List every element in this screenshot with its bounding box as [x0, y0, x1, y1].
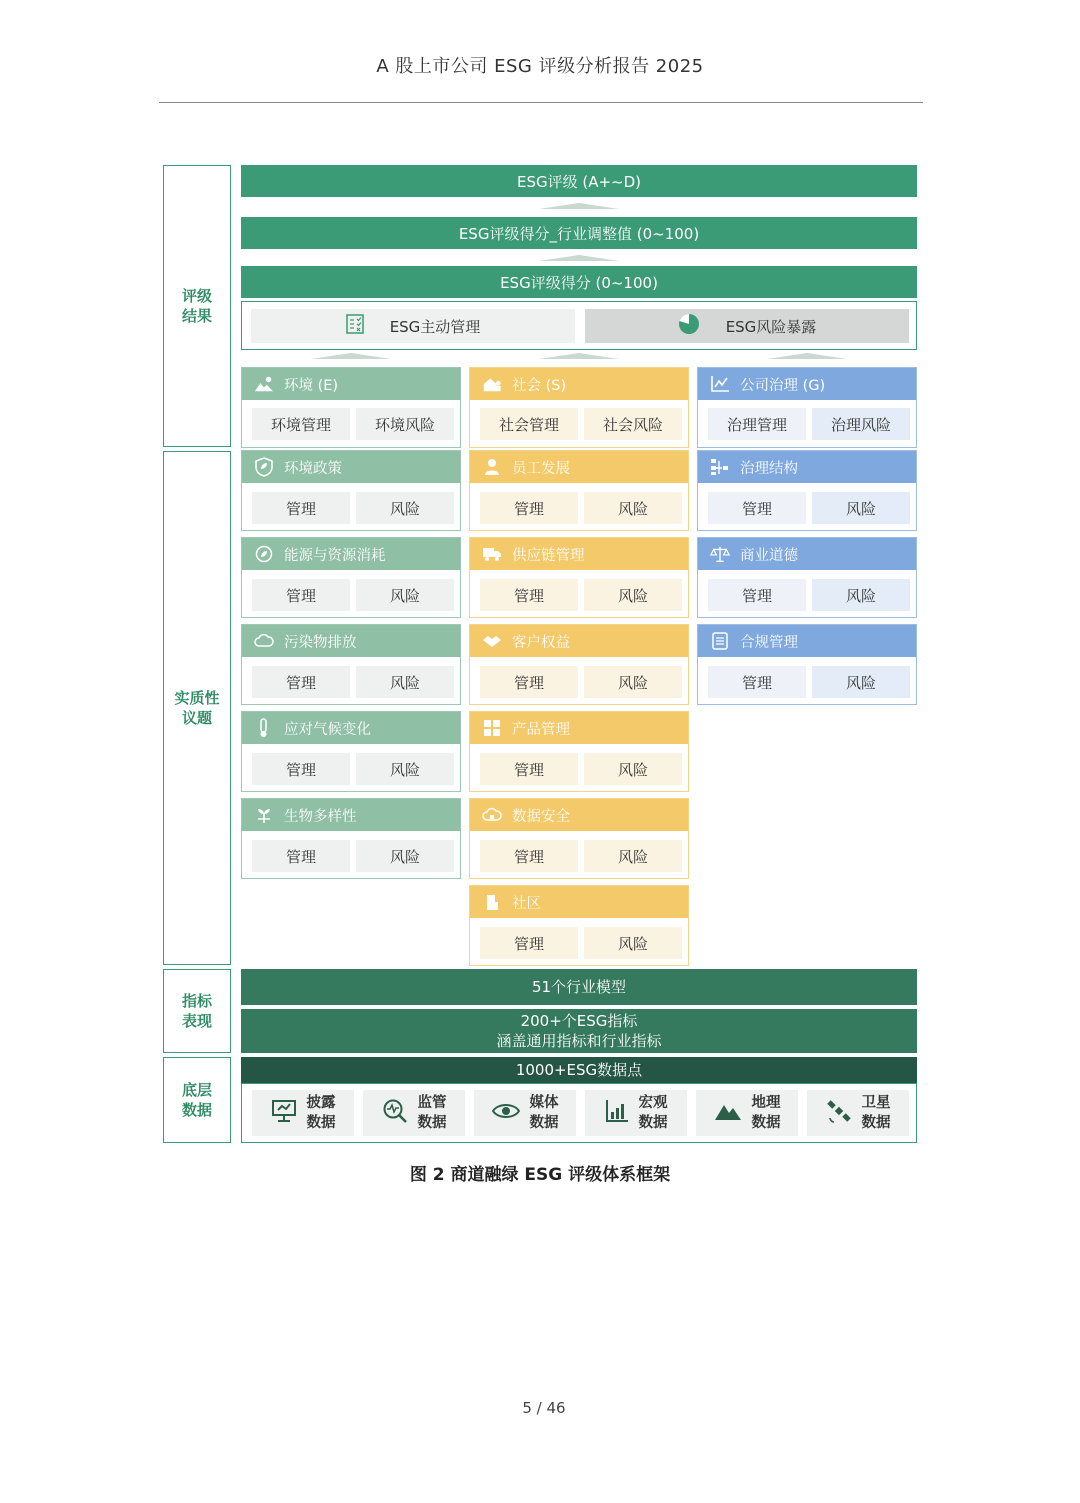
presentation-board-icon	[271, 1099, 297, 1127]
pillar-governance-label: 公司治理 (G)	[740, 377, 826, 394]
topic-title: 合规管理	[740, 634, 798, 651]
topic-title: 生物多样性	[284, 808, 357, 825]
side-label-indicator-performance: 指标 表现	[163, 969, 231, 1053]
topic-risk: 风险	[356, 492, 454, 524]
environment-management: 环境管理	[252, 408, 350, 440]
up-arrow	[767, 353, 847, 359]
topic-title: 应对气候变化	[284, 721, 371, 738]
thermometer-icon	[254, 718, 274, 738]
shield-leaf-icon	[254, 457, 274, 477]
data-source-label: 宏观 数据	[638, 1095, 668, 1131]
checklist-icon	[346, 314, 364, 338]
side-label-rating-result: 评级 结果	[163, 165, 231, 447]
data-source-geographic	[696, 1090, 798, 1136]
up-arrow	[539, 255, 619, 261]
topic-title: 治理结构	[740, 460, 798, 477]
topic-card	[697, 450, 917, 531]
topic-title: 员工发展	[512, 460, 570, 477]
org-chart-icon	[710, 457, 730, 477]
report-title: A 股上市公司 ESG 评级分析报告 2025	[376, 56, 704, 77]
community-icon	[482, 374, 502, 394]
data-source-label: 监管 数据	[417, 1095, 447, 1131]
esg-indicators-line2: 涵盖通用指标和行业指标	[496, 1032, 662, 1050]
line-chart-icon	[710, 374, 730, 394]
satellite-icon	[826, 1098, 852, 1128]
topic-management: 管理	[252, 840, 350, 872]
document-list-icon	[710, 631, 730, 651]
esg-indicators-line1: 200+个ESG指标	[520, 1012, 638, 1030]
topic-risk: 风险	[812, 666, 910, 698]
social-risk: 社会风险	[584, 408, 682, 440]
data-source-label: 卫星 数据	[861, 1095, 891, 1131]
topic-management: 管理	[480, 753, 578, 785]
topic-card	[241, 450, 461, 531]
eye-icon	[492, 1102, 520, 1124]
topic-title: 能源与资源消耗	[284, 547, 386, 564]
topic-management: 管理	[252, 666, 350, 698]
side-label-base-data: 底层 数据	[163, 1057, 231, 1143]
governance-management: 治理管理	[708, 408, 806, 440]
risk-exposure-label: ESG风险暴露	[725, 317, 817, 336]
truck-icon	[482, 544, 502, 564]
topic-risk: 风险	[812, 492, 910, 524]
pillar-environment-label: 环境 (E)	[284, 377, 339, 394]
topic-risk: 风险	[356, 666, 454, 698]
topic-card	[469, 537, 689, 618]
topic-management: 管理	[480, 579, 578, 611]
social-management: 社会管理	[480, 408, 578, 440]
topic-title: 环境政策	[284, 460, 342, 477]
topic-risk: 风险	[584, 840, 682, 872]
topic-card	[241, 798, 461, 879]
topic-management: 管理	[708, 492, 806, 524]
topic-management: 管理	[480, 666, 578, 698]
person-icon	[482, 457, 502, 477]
topic-management: 管理	[708, 666, 806, 698]
up-arrow	[539, 203, 619, 209]
topic-card	[469, 450, 689, 531]
topic-risk: 风险	[584, 579, 682, 611]
boxes-icon	[482, 718, 502, 738]
environment-risk: 环境风险	[356, 408, 454, 440]
pillar-social-label: 社会 (S)	[512, 377, 567, 394]
topic-management: 管理	[480, 492, 578, 524]
topic-title: 客户权益	[512, 634, 570, 651]
recycle-icon	[254, 544, 274, 564]
pillar-environment	[241, 367, 461, 448]
topic-management: 管理	[252, 492, 350, 524]
industry-models-bar	[241, 969, 917, 1005]
topic-card	[241, 537, 461, 618]
esg-score-bar: ESG评级得分 (0~100)	[241, 266, 917, 298]
topic-management: 管理	[252, 579, 350, 611]
score-components	[241, 301, 917, 350]
pillar-governance	[697, 367, 917, 448]
esg-grade-bar: ESG评级 (A+~D)	[241, 165, 917, 197]
topic-title: 供应链管理	[512, 547, 585, 564]
landscape-icon	[254, 374, 274, 394]
topic-card	[241, 711, 461, 792]
risk-exposure-cell	[585, 309, 909, 343]
topic-card	[469, 885, 689, 966]
topic-card	[697, 537, 917, 618]
industry-models-label: 51个行业模型	[531, 978, 627, 996]
handshake-icon	[482, 631, 502, 651]
topic-title: 数据安全	[512, 808, 570, 825]
topic-card	[469, 711, 689, 792]
topic-card	[241, 624, 461, 705]
data-source-macro	[585, 1090, 687, 1136]
page-number: 5 / 46	[522, 1399, 566, 1417]
topic-card	[469, 798, 689, 879]
topic-management: 管理	[708, 579, 806, 611]
topic-risk: 风险	[584, 666, 682, 698]
esg-indicators-bar	[241, 1009, 917, 1053]
topic-management: 管理	[252, 753, 350, 785]
esg-adjusted-score-bar: ESG评级得分_行业调整值 (0~100)	[241, 217, 917, 249]
data-source-label: 披露 数据	[306, 1095, 336, 1131]
topic-title: 产品管理	[512, 721, 570, 738]
topic-title: 污染物排放	[284, 634, 357, 651]
pie-chart-icon	[678, 313, 700, 339]
topic-title: 商业道德	[740, 547, 798, 564]
cloud-lock-icon	[482, 805, 502, 825]
data-source-regulatory	[363, 1090, 465, 1136]
topic-management: 管理	[480, 840, 578, 872]
topic-risk: 风险	[584, 753, 682, 785]
topic-risk: 风险	[356, 579, 454, 611]
side-label-substantive-issues: 实质性 议题	[163, 451, 231, 965]
topic-title: 社区	[512, 895, 541, 912]
building-icon	[482, 892, 502, 912]
up-arrow	[311, 353, 391, 359]
data-sources	[241, 1083, 917, 1143]
topic-risk: 风险	[356, 753, 454, 785]
data-points-label: 1000+ESG数据点	[515, 1061, 643, 1079]
data-source-disclosure	[252, 1090, 354, 1136]
data-source-label: 地理 数据	[751, 1095, 781, 1131]
topic-risk: 风险	[584, 492, 682, 524]
topic-risk: 风险	[584, 927, 682, 959]
data-source-label: 媒体 数据	[529, 1095, 559, 1131]
figure-caption: 图 2 商道融绿 ESG 评级体系框架	[409, 1165, 671, 1185]
topic-risk: 风险	[812, 579, 910, 611]
scales-icon	[710, 544, 730, 564]
header-divider	[159, 102, 923, 103]
topic-risk: 风险	[356, 840, 454, 872]
pillar-social	[469, 367, 689, 448]
active-management-label: ESG主动管理	[389, 317, 481, 336]
bar-chart-icon	[605, 1099, 629, 1127]
data-source-satellite	[807, 1090, 909, 1136]
governance-risk: 治理风险	[812, 408, 910, 440]
plant-icon	[254, 805, 274, 825]
active-management-cell	[251, 309, 575, 343]
up-arrow	[539, 353, 619, 359]
topic-management: 管理	[480, 927, 578, 959]
data-points-bar	[241, 1057, 917, 1083]
pollution-cloud-icon	[254, 631, 274, 651]
mountain-icon	[714, 1101, 742, 1125]
magnifier-pulse-icon	[382, 1098, 408, 1128]
topic-card	[469, 624, 689, 705]
data-source-media	[474, 1090, 576, 1136]
topic-card	[697, 624, 917, 705]
